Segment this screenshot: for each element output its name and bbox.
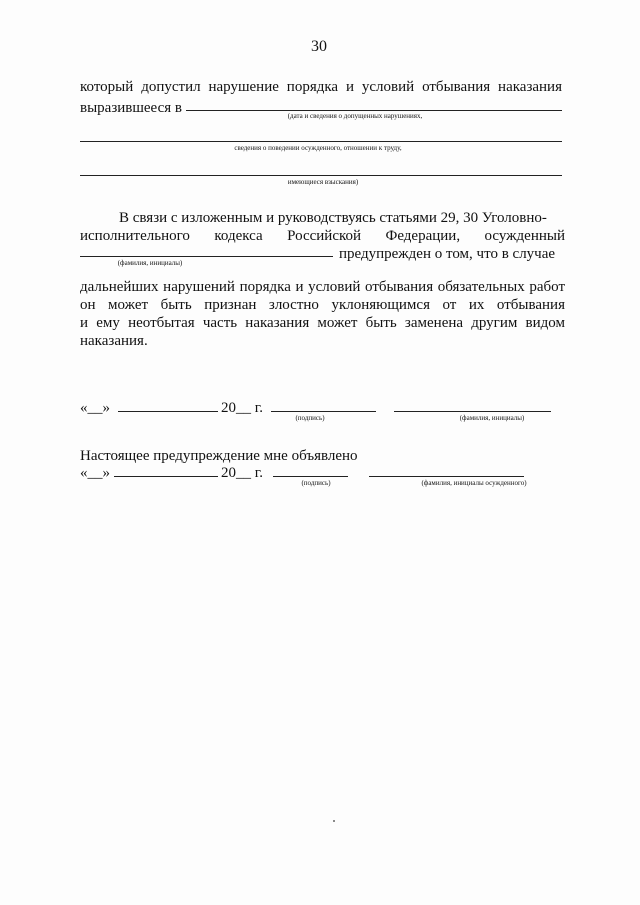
caption-convict-name: (фамилия, инициалы) xyxy=(117,259,183,267)
caption-behavior: сведения о поведении осужденного, отношении к труду, xyxy=(234,144,402,152)
announcement-date-line xyxy=(114,476,218,477)
caption-penalties: имеющиеся взыскания) xyxy=(287,178,359,186)
para2-line1: В связи с изложенным и руководствуясь статьями 29, 30 Уголовно- xyxy=(119,210,547,226)
page-number: 30 xyxy=(311,38,327,55)
convict-name-field-line xyxy=(80,256,333,257)
para2-line3-suffix: предупрежден о том, что в случае xyxy=(339,246,556,262)
violation-field-line xyxy=(186,110,562,111)
scan-speck xyxy=(333,820,335,822)
signature1-caption-name: (фамилия, инициалы) xyxy=(459,414,525,422)
para2-line6: и ему неотбытая часть наказания может быть заменена другим видом xyxy=(80,315,565,331)
signature1-year: 20__ г. xyxy=(221,400,263,416)
behavior-field-line xyxy=(80,141,562,142)
signature1-date-open: «__» xyxy=(80,400,110,416)
para2-line2: исполнительного кодекса Российской Федерации, осужденный xyxy=(80,228,565,244)
announcement-caption-sign: (подпись) xyxy=(301,479,331,487)
penalties-field-line xyxy=(80,175,562,176)
para1-line1: который допустил нарушение порядка и условий отбывания наказания xyxy=(80,79,562,95)
para1-line2-prefix: выразившееся в xyxy=(80,100,182,116)
announcement-year: 20__ г. xyxy=(221,465,263,481)
signature1-sign-line xyxy=(271,411,376,412)
announcement-name-line xyxy=(369,476,524,477)
signature1-caption-sign: (подпись) xyxy=(295,414,325,422)
announcement-caption-name: (фамилия, инициалы осужденного) xyxy=(421,479,527,487)
announcement-text: Настоящее предупреждение мне объявлено xyxy=(80,448,358,464)
signature1-date-line xyxy=(118,411,218,412)
para2-line7: наказания. xyxy=(80,333,148,349)
announcement-date-open: «__» xyxy=(80,465,110,481)
signature1-name-line xyxy=(394,411,551,412)
announcement-sign-line xyxy=(273,476,348,477)
para2-line5: он может быть признан злостно уклоняющимся от их отбывания xyxy=(80,297,565,313)
caption-violations: (дата и сведения о допущенных нарушениях, xyxy=(287,112,423,120)
para2-line4: дальнейших нарушений порядка и условий отбывания обязательных работ xyxy=(80,279,565,295)
